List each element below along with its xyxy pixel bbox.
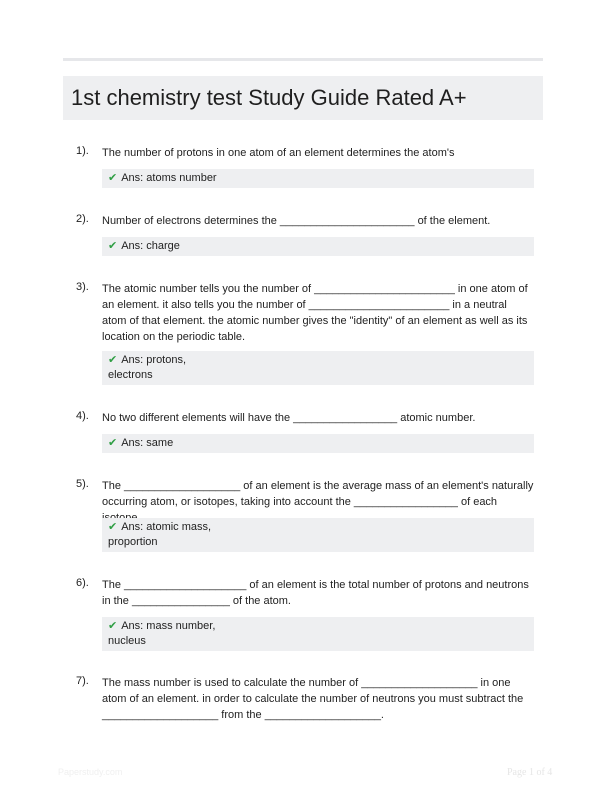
- answer-line: Ans: atoms number: [121, 172, 217, 184]
- checkmark-icon: ✔: [108, 437, 118, 449]
- answer-line: proportion: [108, 536, 158, 548]
- question-text: The atomic number tells you the number of _______________________ in one atom of an element. it also tells you the number of _______________________ in a neutral atom of that element. the atomic number gives the "identity" of an element as well as its location on the periodic table.: [102, 283, 528, 343]
- answer-box: [102, 351, 534, 385]
- answer-line: nucleus: [108, 635, 146, 647]
- answer-line: Ans: protons,: [121, 354, 187, 366]
- page-title: 1st chemistry test Study Guide Rated A+: [71, 85, 467, 110]
- question-number: 3).: [76, 281, 89, 293]
- checkmark-icon: ✔: [108, 620, 118, 632]
- top-divider: [63, 58, 543, 61]
- question-text: Number of electrons determines the ______________________ of the element.: [102, 215, 491, 227]
- question-text: The ___________________ of an element is the average mass of an element's naturally occurring atom, or isotopes, taking into account the _________________ of each: [102, 480, 534, 508]
- answer-line: electrons: [108, 369, 153, 381]
- answer-line: Ans: atomic mass,: [121, 521, 212, 533]
- answer-line: Ans: same: [121, 437, 174, 449]
- title-banner: [63, 76, 543, 120]
- question-number: 2).: [76, 213, 89, 225]
- answer-box: [102, 617, 534, 651]
- question-number: 5).: [76, 478, 89, 490]
- question-text: The mass number is used to calculate the number of ___________________ in one atom of an element. in order to calculate the number of neutrons you must subtract the ___________________ from the ___________________.: [102, 677, 524, 721]
- footer-site: Paperstudy.com: [58, 767, 123, 777]
- checkmark-icon: ✔: [108, 172, 118, 184]
- question-number: 4).: [76, 410, 89, 422]
- answer-box: [102, 237, 534, 256]
- checkmark-icon: ✔: [108, 240, 118, 252]
- question-number: 1).: [76, 145, 89, 157]
- question-number: 7).: [76, 675, 89, 687]
- answer-box: [102, 434, 534, 453]
- answer-box: [102, 518, 534, 552]
- checkmark-icon: ✔: [108, 521, 118, 533]
- answer-line: Ans: charge: [121, 240, 180, 252]
- answer-box: [102, 169, 534, 188]
- question-number: 6).: [76, 577, 89, 589]
- question-text: The number of protons in one atom of an element determines the atom's: [102, 147, 455, 159]
- checkmark-icon: ✔: [108, 354, 118, 366]
- answer-line: Ans: mass number,: [121, 620, 216, 632]
- page-number: Page 1 of 4: [507, 767, 553, 778]
- question-text: The ____________________ of an element is the total number of protons and neutrons in the ________________ of the atom.: [102, 579, 529, 607]
- question-text: No two different elements will have the _________________ atomic number.: [102, 412, 476, 424]
